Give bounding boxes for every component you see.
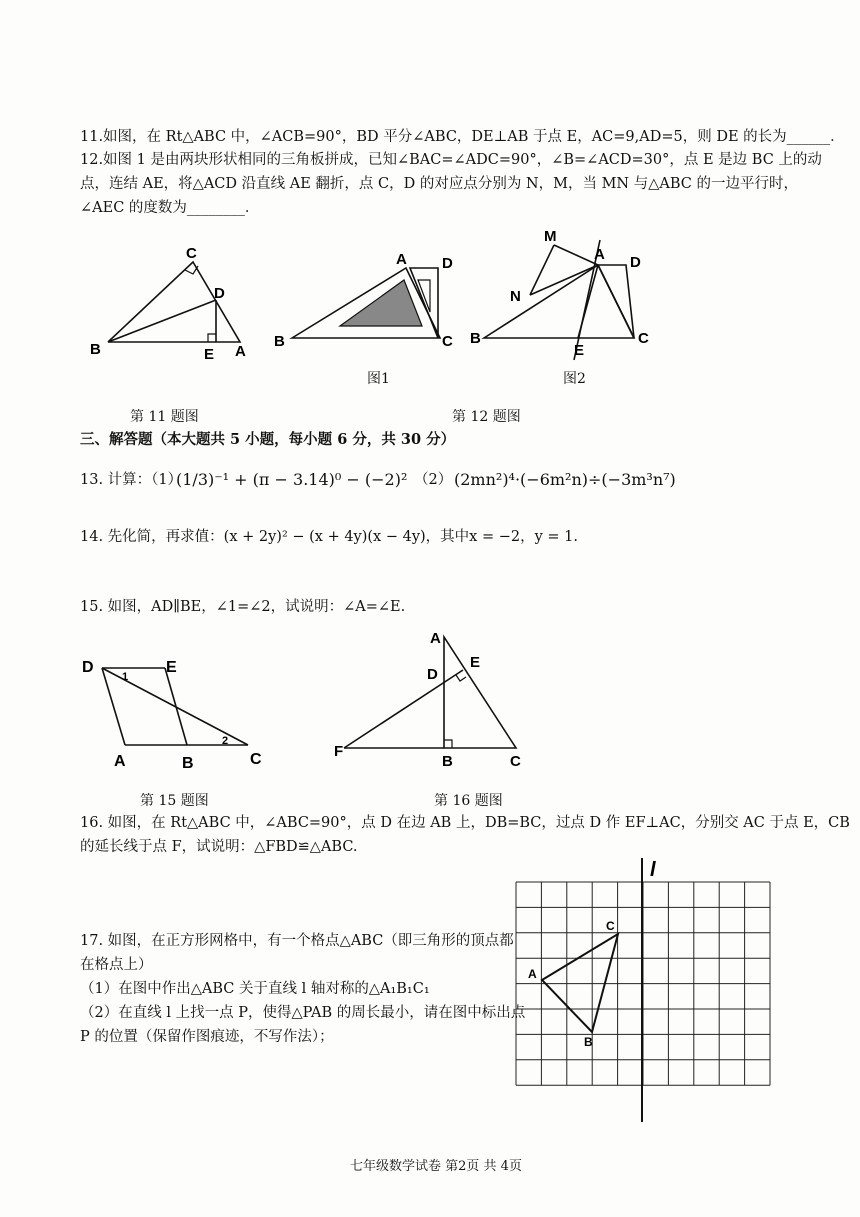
fig16-label-F: F [334,743,344,760]
fig17-label-l: l [650,859,656,881]
fig15-caption: 第 15 题图 [140,793,209,809]
fig12-2-label-E: E [574,342,585,359]
figure-11 [80,240,260,370]
q16-text-line1: 16. 如图，在 Rt△ABC 中，∠ABC=90°，点 D 在边 AB 上，DB=BC，过点 D 作 EF⊥AC，分别交 AC 于点 E，CB [80,815,850,831]
fig15-label-A: A [114,753,126,770]
fig12-sub2: 图2 [563,371,586,387]
fig17-label-A: A [528,967,537,981]
fig15-label-D: D [82,659,94,676]
q16-text-line2: 的延长线于点 F，试说明：△FBD≌△ABC. [80,839,358,855]
figure-12-diagram-1 [270,250,470,360]
fig12-caption: 第 12 题图 [452,409,521,425]
fig12-1-label-D: D [442,255,453,272]
fig12-2-label-D: D [630,254,641,271]
section-3-header: 三、解答题（本大题共 5 小题，每小题 6 分，共 30 分） [80,431,456,448]
fig12-2-label-N: N [510,288,521,305]
fig17-label-B: B [584,1035,593,1049]
fig11-label-D: D [214,285,225,302]
fig11-label-B: B [90,341,101,358]
fig15-label-C: C [250,751,262,768]
q12-text-line1: 12.如图 1 是由两块形状相同的三角板拼成，已知∠BAC=∠ADC=90°，∠B=∠ACD=30°，点 E 是边 BC 上的动 [80,152,822,168]
fig16-caption: 第 16 题图 [434,793,503,809]
fig11-caption: 第 11 题图 [130,409,199,425]
fig16-label-E: E [470,654,481,671]
fig12-2-label-B: B [470,330,481,347]
fig11-label-E: E [204,346,215,363]
figure-17-grid [500,850,790,1130]
fig16-label-D: D [427,666,438,683]
fig16-label-A: A [430,630,441,647]
q17-text-line1: 17. 如图，在正方形网格中，有一个格点△ABC（即三角形的顶点都 [80,933,514,949]
q15-text: 15. 如图，AD∥BE，∠1=∠2，试说明：∠A=∠E. [80,599,406,615]
q12-text-line2: 点，连结 AE，将△ACD 沿直线 AE 翻折，点 C，D 的对应点分别为 N，M，当 MN 与△ABC 的一边平行时， [80,176,798,192]
fig16-label-B: B [442,753,453,770]
fig16-label-C: C [510,753,521,770]
fig12-2-label-A: A [594,246,605,263]
fig15-label-E: E [166,659,177,676]
fig11-label-A: A [235,343,246,360]
fig15-label-B: B [182,755,194,772]
q17-text-line4: （2）在直线 l 上找一点 P，使得△PAB 的周长最小，请在图中标出点 [80,1005,526,1021]
q13-label: 13. 计算：（1） [80,472,183,488]
q13-expr1: (1/3)⁻¹ + (π − 3.14)⁰ − (−2)² [176,470,408,489]
fig15-label-2: 2 [222,735,229,747]
fig12-1-label-C: C [442,333,453,350]
fig12-1-label-B: B [274,333,285,350]
page-footer: 七年级数学试卷 第2页 共 4页 [350,1159,522,1174]
fig15-label-1: 1 [122,671,129,683]
fig12-2-label-C: C [638,330,649,347]
q13-expr2: (2mn²)⁴·(−6m²n)÷(−3m³n⁷) [454,470,676,489]
figure-16 [330,625,530,775]
q12-text-line3: ∠AEC 的度数为________． [80,200,260,216]
q13-part2-label: （2） [414,472,453,488]
q14-text: 14. 先化简，再求值：(x + 2y)² − (x + 4y)(x − 4y)，其中x = −2，y = 1. [80,529,578,545]
fig12-1-label-A: A [396,251,407,268]
fig12-2-label-M: M [544,228,557,245]
fig17-label-C: C [606,919,615,933]
q17-text-line2: 在格点上） [80,957,153,973]
fig11-label-C: C [186,245,197,262]
figure-12-diagram-2 [470,225,660,365]
q17-text-line5: P 的位置（保留作图痕迹，不写作法）； [80,1029,334,1045]
figure-15 [80,650,280,780]
q11-text: 11.如图，在 Rt△ABC 中，∠ACB=90°，BD 平分∠ABC，DE⊥AB 于点 E，AC=9,AD=5，则 DE 的长为______． [80,129,845,145]
fig12-sub1: 图1 [367,371,390,387]
q17-text-line3: （1）在图中作出△ABC 关于直线 l 轴对称的△A₁B₁C₁ [80,981,430,997]
